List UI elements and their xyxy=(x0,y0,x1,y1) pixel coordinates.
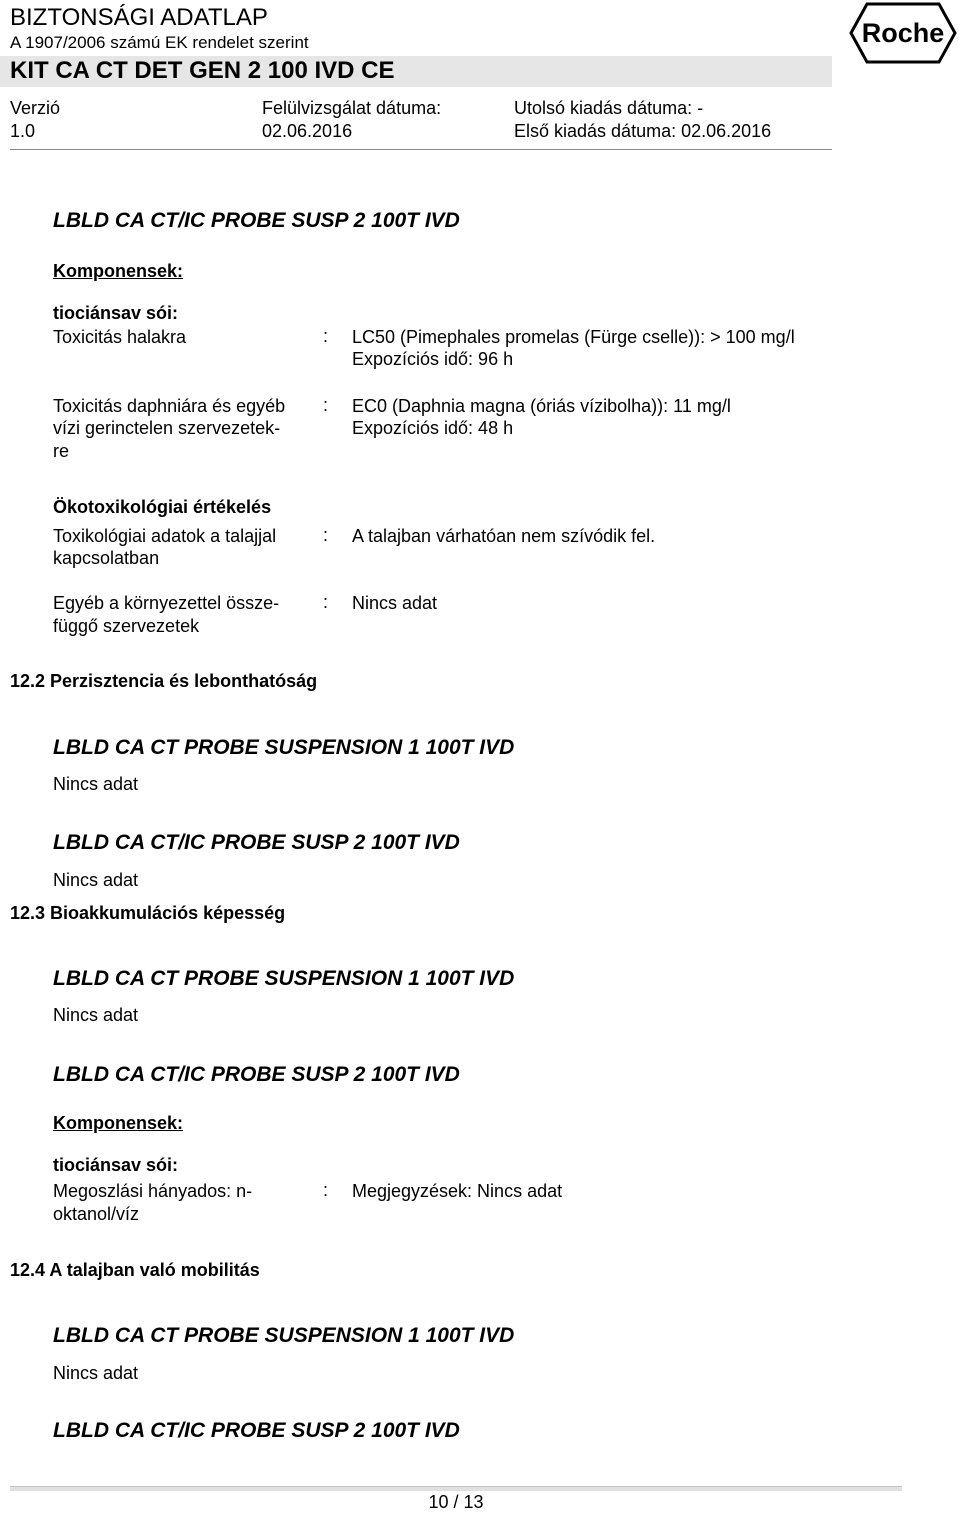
soil-data-label-line: kapcsolatban xyxy=(53,548,160,568)
fish-toxicity-value: LC50 (Pimephales promelas (Fürge cselle)): > 100 mg/l xyxy=(352,327,795,347)
separator-colon: : xyxy=(323,395,329,415)
daphnia-toxicity-label-line: Toxicitás daphniára és egyéb xyxy=(53,396,286,416)
version-label: Verzió xyxy=(10,98,61,118)
components-heading: Komponensek: xyxy=(53,1113,184,1133)
partition-coefficient-value: Megjegyzések: Nincs adat xyxy=(352,1181,563,1201)
no-data-text: Nincs adat xyxy=(53,774,139,794)
section-12-3-heading: 12.3 Bioakkumulációs képesség xyxy=(10,903,286,923)
daphnia-toxicity-label-line: vízi gerinctelen szervezetek- xyxy=(53,418,281,438)
separator-colon: : xyxy=(323,326,329,346)
other-organisms-label-line: Egyéb a környezettel össze- xyxy=(53,593,280,613)
version-value: 1.0 xyxy=(10,121,36,141)
roche-logo-text: Roche xyxy=(861,18,945,48)
daphnia-toxicity-value: EC0 (Daphnia magna (óriás vízibolha)): 11 mg/l xyxy=(352,396,731,416)
separator-colon: : xyxy=(323,1180,329,1200)
product-heading: LBLD CA CT/IC PROBE SUSP 2 100T IVD xyxy=(53,209,460,232)
product-heading: LBLD CA CT PROBE SUSPENSION 1 100T IVD xyxy=(53,736,515,759)
revision-date-value: 02.06.2016 xyxy=(262,121,353,141)
no-data-text: Nincs adat xyxy=(53,870,139,890)
product-name: KIT CA CT DET GEN 2 100 IVD CE xyxy=(10,57,395,84)
daphnia-toxicity-label-line: re xyxy=(53,441,70,461)
substance-heading: tiociánsav sói: xyxy=(53,1155,179,1175)
separator-colon: : xyxy=(323,525,329,545)
ecotox-assessment-heading: Ökotoxikológiai értékelés xyxy=(53,497,272,517)
partition-coefficient-label-line: Megoszlási hányados: n- xyxy=(53,1181,253,1201)
header-divider xyxy=(10,149,832,150)
page-number: 10 / 13 xyxy=(428,1492,484,1512)
product-heading: LBLD CA CT PROBE SUSPENSION 1 100T IVD xyxy=(53,967,515,990)
last-issue-date: Utolsó kiadás dátuma: - xyxy=(514,98,704,118)
footer-divider xyxy=(10,1486,902,1491)
revision-date-label: Felülvizsgálat dátuma: xyxy=(262,98,442,118)
other-organisms-label-line: függő szervezetek xyxy=(53,616,200,636)
soil-data-label-line: Toxikológiai adatok a talajjal xyxy=(53,526,277,546)
roche-logo xyxy=(849,2,957,64)
no-data-text: Nincs adat xyxy=(53,1005,139,1025)
other-organisms-value: Nincs adat xyxy=(352,593,438,613)
components-heading: Komponensek: xyxy=(53,261,184,281)
regulation-reference: A 1907/2006 számú EK rendelet szerint xyxy=(10,33,309,52)
document-title: BIZTONSÁGI ADATLAP xyxy=(10,4,268,31)
product-heading: LBLD CA CT/IC PROBE SUSP 2 100T IVD xyxy=(53,831,460,854)
product-heading: LBLD CA CT/IC PROBE SUSP 2 100T IVD xyxy=(53,1063,460,1086)
separator-colon: : xyxy=(323,592,329,612)
no-data-text: Nincs adat xyxy=(53,1363,139,1383)
fish-toxicity-label: Toxicitás halakra xyxy=(53,327,187,347)
section-12-4-heading: 12.4 A talajban való mobilitás xyxy=(10,1260,260,1280)
fish-exposure-time: Expozíciós idő: 96 h xyxy=(352,349,514,369)
partition-coefficient-label-line: oktanol/víz xyxy=(53,1204,140,1224)
soil-data-value: A talajban várhatóan nem szívódik fel. xyxy=(352,526,656,546)
product-heading: LBLD CA CT PROBE SUSPENSION 1 100T IVD xyxy=(53,1324,515,1347)
substance-heading: tiociánsav sói: xyxy=(53,303,179,323)
product-heading: LBLD CA CT/IC PROBE SUSP 2 100T IVD xyxy=(53,1419,460,1442)
section-12-2-heading: 12.2 Perzisztencia és lebonthatóság xyxy=(10,671,318,691)
daphnia-exposure-time: Expozíciós idő: 48 h xyxy=(352,418,514,438)
first-issue-date: Első kiadás dátuma: 02.06.2016 xyxy=(514,121,772,141)
